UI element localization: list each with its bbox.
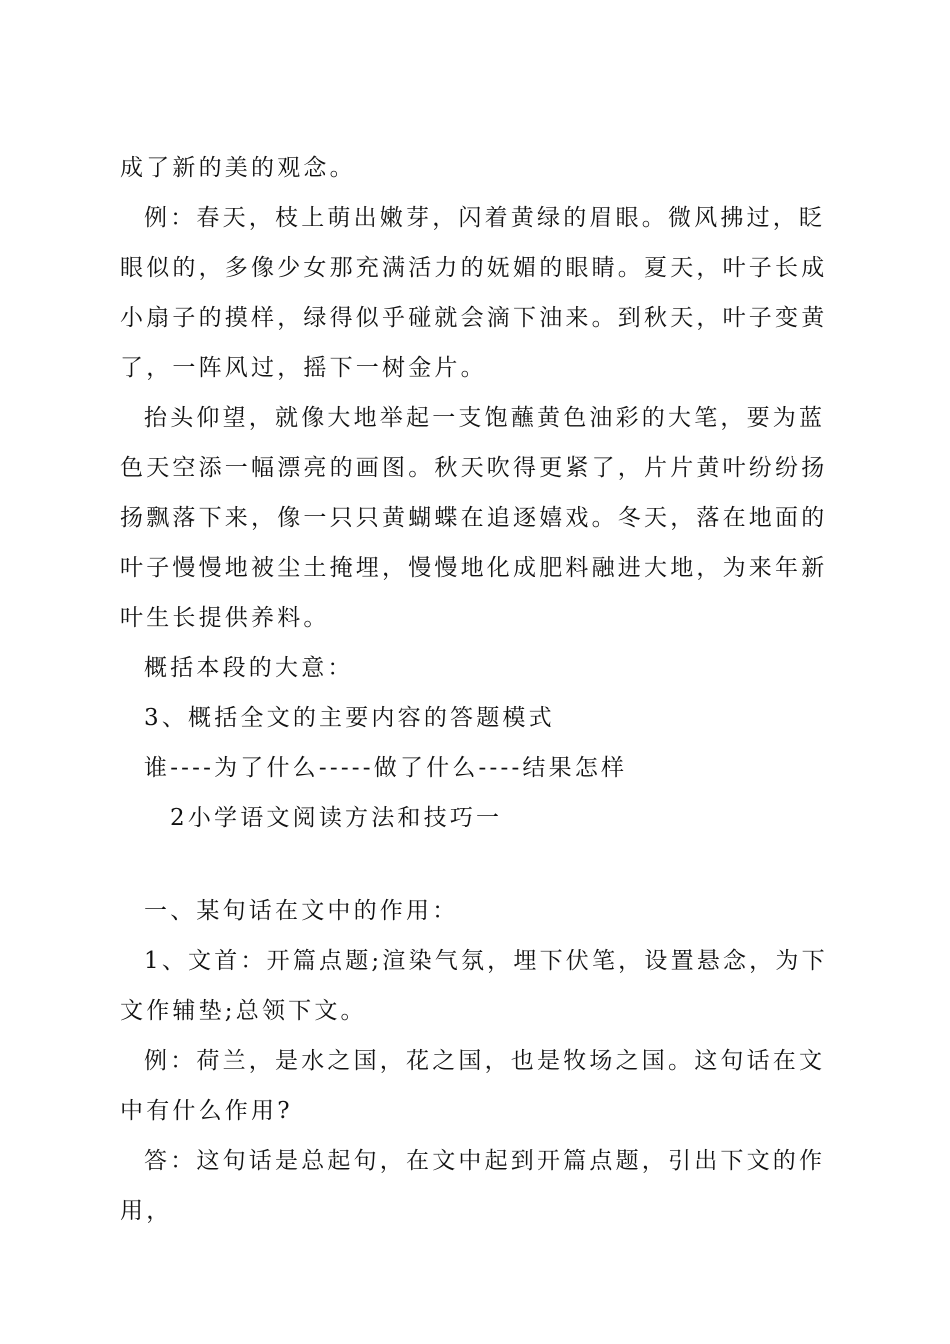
paragraph-answer-pattern-heading: 3、概括全文的主要内容的答题模式 [144,705,555,731]
paragraph-example-netherlands: 例：荷兰，是水之国，花之国，也是牧场之国。这句话在文中有什么作用? [120,1048,826,1124]
paragraph-continuation: 成了新的美的观念。 [120,155,356,181]
document-body [120,143,832,1236]
paragraph-summary-prompt: 概括本段的大意： [144,655,354,681]
paragraph-autumn-winter: 抬头仰望，就像大地举起一支饱蘸黄色油彩的大笔，要为蓝色天空添一幅漂亮的画图。秋天吹得更紧了，片片黄叶纷纷扬扬飘落下来，像一只只黄蝴蝶在追逐嬉戏。冬天，落在地面的叶子慢慢地被尘土掩埋，慢慢地化成肥料融进大地，为来年新叶生长提供养料。 [120,405,828,631]
paragraph-opening-role: 1、文首：开篇点题;渲染气氛，埋下伏笔，设置悬念，为下文作辅垫;总领下文。 [120,948,828,1024]
paragraph-answer-pattern: 谁----为了什么-----做了什么----结果怎样 [144,755,628,781]
section-title: 2小学语文阅读方法和技巧一 [170,805,503,831]
heading-sentence-role: 一、某句话在文中的作用： [144,898,459,924]
paragraph-answer: 答：这句话是总起句，在文中起到开篇点题，引出下文的作用， [120,1148,826,1224]
paragraph-example-seasons: 例：春天，枝上萌出嫩芽，闪着黄绿的眉眼。微风拂过，眨眼似的，多像少女那充满活力的妩媚的眼睛。夏天，叶子长成小扇子的摸样，绿得似乎碰就会滴下油来。到秋天，叶子变黄了，一阵风过，摇下一树金片。 [120,205,828,381]
